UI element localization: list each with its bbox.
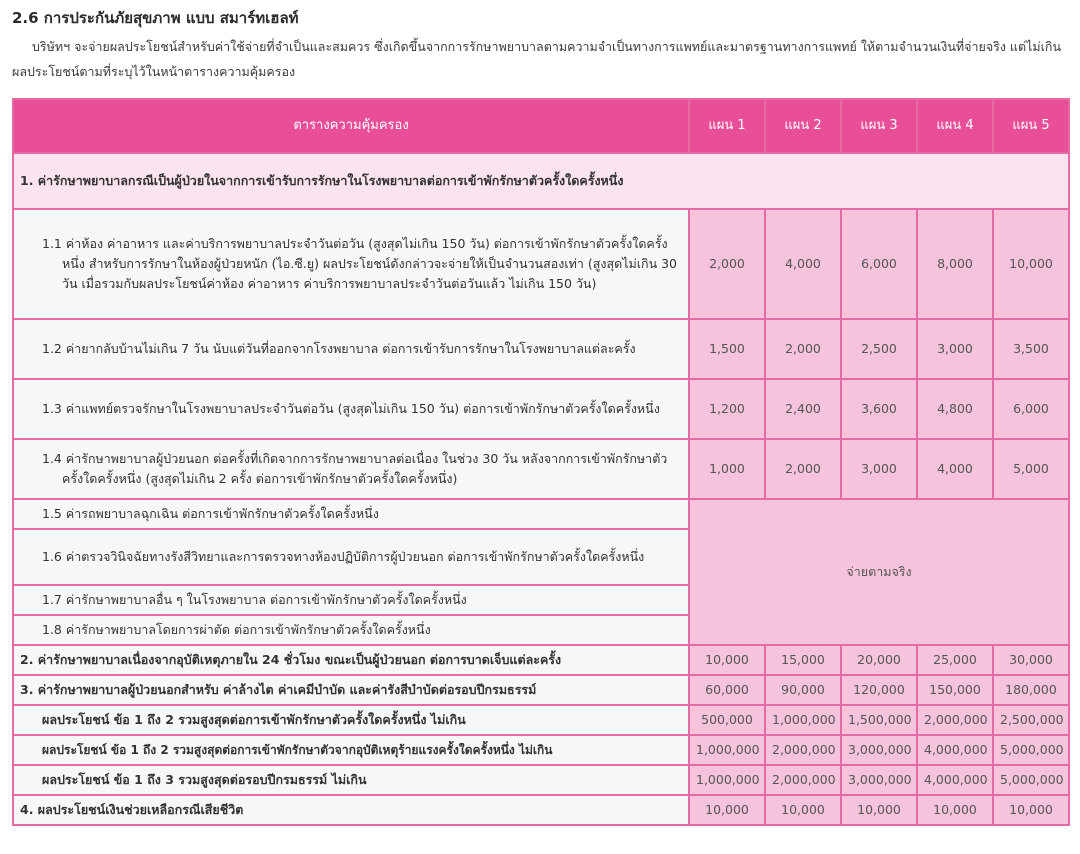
row-1-3-plan-4: 4,800 bbox=[917, 379, 993, 439]
table-row bbox=[13, 795, 1069, 825]
row-1-1-plan-5: 10,000 bbox=[993, 209, 1069, 319]
row-1-1-plan-3: 6,000 bbox=[841, 209, 917, 319]
row-1-1-label: 1.1 ค่าห้อง ค่าอาหาร และค่าบริการพยาบาลประจำวันต่อวัน (สูงสุดไม่เกิน 150 วัน) ต่อการเข้าพักรักษาตัวครั้งใดครั้งหนึ่ง สำหรับการรักษาในห้องผู้ป่วยหนัก (ไอ.ซี.ยู) ผลประโยชน์ดังกล่าวจะจ่ายให้เป็นจำนวนสองเท่า (สูงสุดไม่เกิน 30 วัน เมื่อรวมกับผลประโยชน์ค่าห้อง ค่าอาหาร ค่าบริการพยาบาลประจำวันต่อวันแล้ว ไม่เกิน 150 วัน) bbox=[13, 209, 689, 319]
section-1-row bbox=[13, 153, 1069, 209]
row-4-plan-4: 10,000 bbox=[917, 795, 993, 825]
row-2-plan-5: 30,000 bbox=[993, 645, 1069, 675]
row-1-4-plan-2: 2,000 bbox=[765, 439, 841, 499]
row-4-plan-2: 10,000 bbox=[765, 795, 841, 825]
row-1-4-label: 1.4 ค่ารักษาพยาบาลผู้ป่วยนอก ต่อครั้งที่เกิดจากการรักษาพยาบาลต่อเนื่อง ในช่วง 30 วัน หลังจากการเข้าพักรักษาตัวครั้งใดครั้งหนึ่ง (สูงสุดไม่เกิน 2 ครั้ง ต่อการเข้าพักรักษาตัวครั้งใดครั้งหนึ่ง) bbox=[13, 439, 689, 499]
row-2-plan-2: 15,000 bbox=[765, 645, 841, 675]
row-4-plan-1: 10,000 bbox=[689, 795, 765, 825]
row-4-label: 4. ผลประโยชน์เงินช่วยเหลือกรณีเสียชีวิต bbox=[13, 795, 689, 825]
header-plan-1: แผน 1 bbox=[689, 99, 765, 153]
coverage-table bbox=[12, 98, 1070, 826]
sum-1-2-accident-plan-4: 4,000,000 bbox=[917, 735, 993, 765]
row-3-plan-3: 120,000 bbox=[841, 675, 917, 705]
sum-1-2-admission-plan-5: 2,500,000 bbox=[993, 705, 1069, 735]
row-1-2-plan-3: 2,500 bbox=[841, 319, 917, 379]
row-1-6-label: 1.6 ค่าตรวจวินิจฉัยทางรังสีวิทยาและการตรวจทางห้องปฏิบัติการผู้ป่วยนอก ต่อการเข้าพักรักษาตัวครั้งใดครั้งหนึ่ง bbox=[13, 529, 689, 585]
header-plan-2: แผน 2 bbox=[765, 99, 841, 153]
row-1-2-label: 1.2 ค่ายากลับบ้านไม่เกิน 7 วัน นับแต่วันที่ออกจากโรงพยาบาล ต่อการเข้ารับการรักษาในโรงพยาบาลแต่ละครั้ง bbox=[13, 319, 689, 379]
row-2-plan-3: 20,000 bbox=[841, 645, 917, 675]
row-1-2-plan-4: 3,000 bbox=[917, 319, 993, 379]
table-row bbox=[13, 645, 1069, 675]
row-1-1-plan-4: 8,000 bbox=[917, 209, 993, 319]
row-1-8-label: 1.8 ค่ารักษาพยาบาลโดยการผ่าตัด ต่อการเข้าพักรักษาตัวครั้งใดครั้งหนึ่ง bbox=[13, 615, 689, 645]
table-row bbox=[13, 735, 1069, 765]
row-3-plan-1: 60,000 bbox=[689, 675, 765, 705]
table-row bbox=[13, 379, 1069, 439]
sum-1-2-admission-label: ผลประโยชน์ ข้อ 1 ถึง 2 รวมสูงสุดต่อการเข้าพักรักษาตัวครั้งใดครั้งหนึ่ง ไม่เกิน bbox=[13, 705, 689, 735]
row-1-2-plan-5: 3,500 bbox=[993, 319, 1069, 379]
row-1-7-label: 1.7 ค่ารักษาพยาบาลอื่น ๆ ในโรงพยาบาล ต่อการเข้าพักรักษาตัวครั้งใดครั้งหนึ่ง bbox=[13, 585, 689, 615]
row-2-plan-4: 25,000 bbox=[917, 645, 993, 675]
actual-payment-cell: จ่ายตามจริง bbox=[689, 499, 1069, 645]
sum-1-2-admission-plan-4: 2,000,000 bbox=[917, 705, 993, 735]
row-3-label: 3. ค่ารักษาพยาบาลผู้ป่วยนอกสำหรับ ค่าล้างไต ค่าเคมีบำบัด และค่ารังสีบำบัดต่อรอบปีกรมธรรม์ bbox=[13, 675, 689, 705]
row-1-4-plan-1: 1,000 bbox=[689, 439, 765, 499]
section-heading: 2.6 การประกันภัยสุขภาพ แบบ สมาร์ทเฮลท์ bbox=[12, 9, 299, 27]
row-3-plan-5: 180,000 bbox=[993, 675, 1069, 705]
row-3-plan-2: 90,000 bbox=[765, 675, 841, 705]
row-1-3-plan-1: 1,200 bbox=[689, 379, 765, 439]
row-1-4-plan-4: 4,000 bbox=[917, 439, 993, 499]
sum-1-3-plan-5: 5,000,000 bbox=[993, 765, 1069, 795]
row-1-4-plan-3: 3,000 bbox=[841, 439, 917, 499]
row-3-plan-4: 150,000 bbox=[917, 675, 993, 705]
sum-1-3-plan-1: 1,000,000 bbox=[689, 765, 765, 795]
sum-1-2-accident-plan-3: 3,000,000 bbox=[841, 735, 917, 765]
row-1-4-plan-5: 5,000 bbox=[993, 439, 1069, 499]
sum-1-2-accident-label: ผลประโยชน์ ข้อ 1 ถึง 2 รวมสูงสุดต่อการเข้าพักรักษาตัวจากอุบัติเหตุร้ายแรงครั้งใดครั้งหนึ่ง ไม่เกิน bbox=[13, 735, 689, 765]
row-1-3-plan-3: 3,600 bbox=[841, 379, 917, 439]
row-1-1-plan-1: 2,000 bbox=[689, 209, 765, 319]
sum-1-2-accident-plan-2: 2,000,000 bbox=[765, 735, 841, 765]
row-4-plan-5: 10,000 bbox=[993, 795, 1069, 825]
row-1-2-plan-1: 1,500 bbox=[689, 319, 765, 379]
sum-1-3-plan-2: 2,000,000 bbox=[765, 765, 841, 795]
table-row bbox=[13, 705, 1069, 735]
sum-1-2-accident-plan-5: 5,000,000 bbox=[993, 735, 1069, 765]
row-1-3-plan-5: 6,000 bbox=[993, 379, 1069, 439]
table-row bbox=[13, 765, 1069, 795]
table-row bbox=[13, 675, 1069, 705]
sum-1-3-policy-year-label: ผลประโยชน์ ข้อ 1 ถึง 3 รวมสูงสุดต่อรอบปีกรมธรรม์ ไม่เกิน bbox=[13, 765, 689, 795]
row-1-3-plan-2: 2,400 bbox=[765, 379, 841, 439]
table-row bbox=[13, 319, 1069, 379]
sum-1-2-admission-plan-2: 1,000,000 bbox=[765, 705, 841, 735]
sum-1-2-accident-plan-1: 1,000,000 bbox=[689, 735, 765, 765]
header-plan-3: แผน 3 bbox=[841, 99, 917, 153]
row-2-label: 2. ค่ารักษาพยาบาลเนื่องจากอุบัติเหตุภายใน 24 ชั่วโมง ขณะเป็นผู้ป่วยนอก ต่อการบาดเจ็บแต่ละครั้ง bbox=[13, 645, 689, 675]
sum-1-3-plan-3: 3,000,000 bbox=[841, 765, 917, 795]
row-1-3-label: 1.3 ค่าแพทย์ตรวจรักษาในโรงพยาบาลประจำวันต่อวัน (สูงสุดไม่เกิน 150 วัน) ต่อการเข้าพักรักษาตัวครั้งใดครั้งหนึ่ง bbox=[13, 379, 689, 439]
row-1-1-plan-2: 4,000 bbox=[765, 209, 841, 319]
table-row bbox=[13, 439, 1069, 499]
row-4-plan-3: 10,000 bbox=[841, 795, 917, 825]
row-1-5-label: 1.5 ค่ารถพยาบาลฉุกเฉิน ต่อการเข้าพักรักษาตัวครั้งใดครั้งหนึ่ง bbox=[13, 499, 689, 529]
row-2-plan-1: 10,000 bbox=[689, 645, 765, 675]
table-row bbox=[13, 209, 1069, 319]
sum-1-2-admission-plan-1: 500,000 bbox=[689, 705, 765, 735]
header-coverage-title: ตารางความคุ้มครอง bbox=[13, 99, 689, 153]
table-row bbox=[13, 499, 1069, 529]
header-plan-4: แผน 4 bbox=[917, 99, 993, 153]
section-1-label: 1. ค่ารักษาพยาบาลกรณีเป็นผู้ป่วยในจากการเข้ารับการรักษาในโรงพยาบาลต่อการเข้าพักรักษาตัวครั้งใดครั้งหนึ่ง bbox=[13, 153, 1069, 209]
sum-1-2-admission-plan-3: 1,500,000 bbox=[841, 705, 917, 735]
row-1-2-plan-2: 2,000 bbox=[765, 319, 841, 379]
header-plan-5: แผน 5 bbox=[993, 99, 1069, 153]
sum-1-3-plan-4: 4,000,000 bbox=[917, 765, 993, 795]
table-header-row bbox=[13, 99, 1069, 153]
intro-paragraph: บริษัทฯ จะจ่ายผลประโยชน์สำหรับค่าใช้จ่ายที่จำเป็นและสมควร ซึ่งเกิดขึ้นจากการรักษาพยาบาลตามความจำเป็นทางการแพทย์และมาตรฐานทางการแพทย์ ให้ตามจำนวนเงินที่จ่ายจริง แต่ไม่เกินผลประโยชน์ตามที่ระบุไว้ในหน้าตารางความคุ้มครอง bbox=[12, 39, 1062, 79]
